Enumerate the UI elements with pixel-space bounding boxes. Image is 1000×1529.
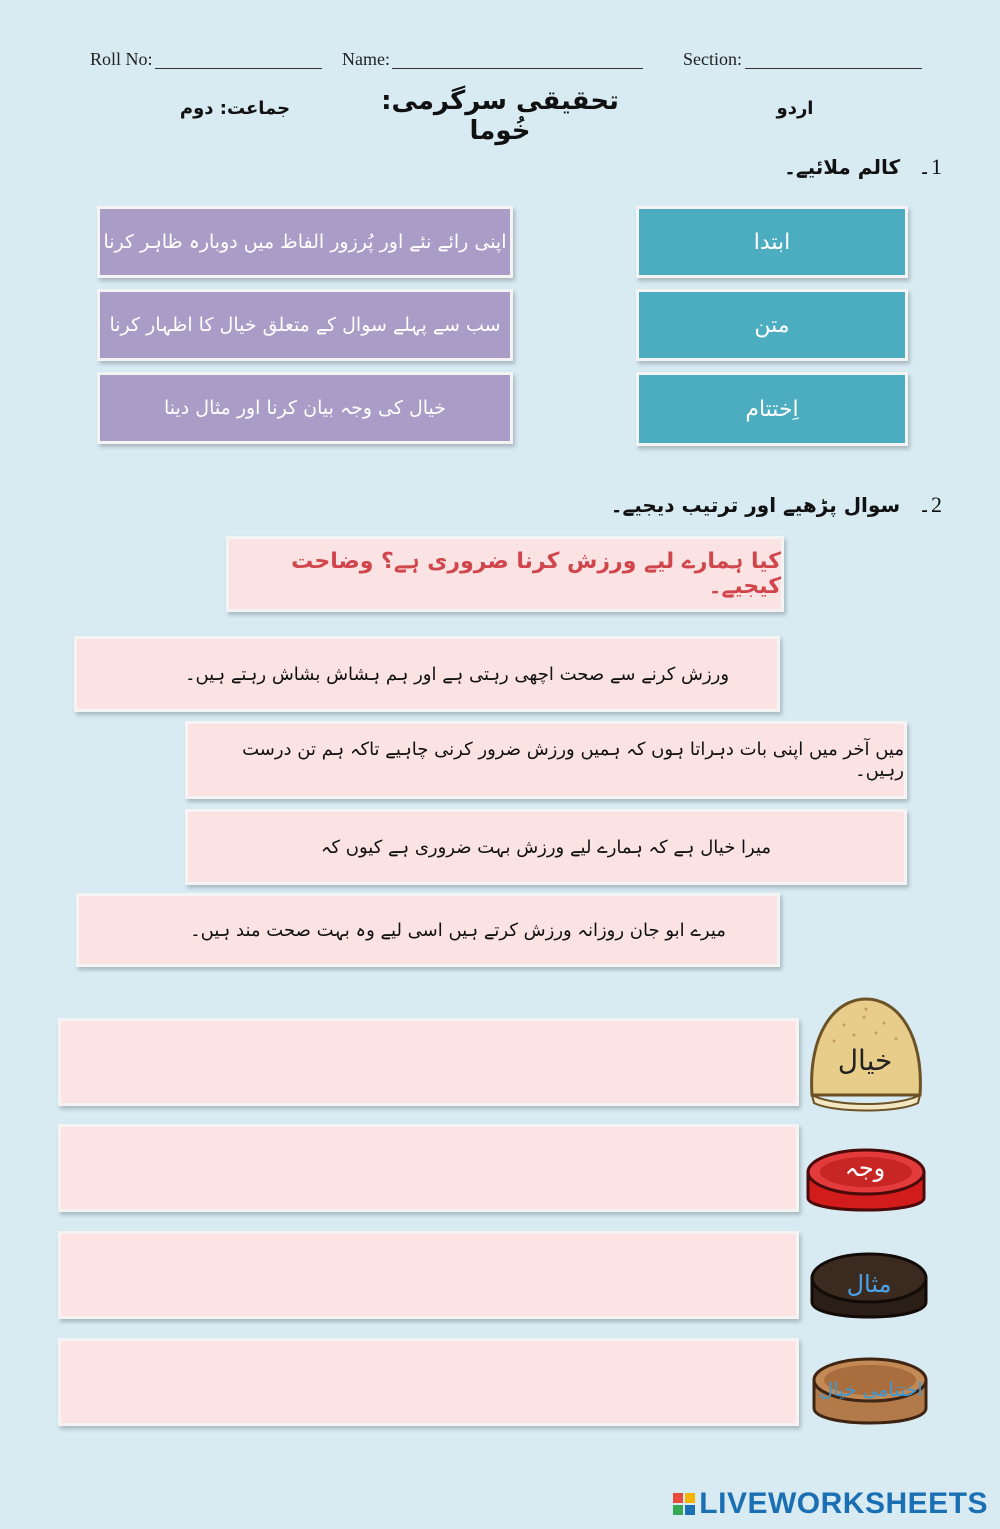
section-label: Section: (683, 49, 742, 69)
label-conclusion: اختتامی خیال (819, 1379, 923, 1401)
match-left-text: اپنی رائے نئے اور پُرزور الفاظ میں دوبارہ ظاہر کرنا (103, 231, 507, 253)
q1-title: کالم ملائیے۔ (784, 155, 901, 179)
match-right-text: متن (754, 312, 790, 338)
match-left-item[interactable] (100, 292, 510, 358)
match-right-text: ابتدا (753, 229, 791, 255)
q1-number: 1۔ (918, 154, 942, 179)
worksheet-title: تحقیقی سرگرمی: خُوما (381, 86, 619, 146)
match-right-item[interactable] (639, 292, 905, 358)
roll-no-line (155, 68, 322, 69)
sentence-card[interactable] (79, 896, 777, 964)
answer-drop-box-reason[interactable] (61, 1127, 796, 1209)
label-idea: خیال (837, 1043, 893, 1077)
answer-drop-box-idea[interactable] (61, 1021, 796, 1103)
match-right-item[interactable] (639, 209, 905, 275)
label-example: مثال (846, 1270, 892, 1298)
match-right-text: اِختتام (745, 396, 799, 422)
liveworksheets-logo-icon (673, 1493, 695, 1515)
match-left-item[interactable] (100, 375, 510, 441)
name-line (392, 68, 643, 69)
sentence-text: میرے ابو جان روزانہ ورزش کرتے ہیں اسی لیے وہ بہت صحت مند ہیں۔ (190, 919, 726, 941)
class-label: جماعت: دوم (179, 98, 291, 119)
answer-drop-box-conclusion[interactable] (61, 1341, 796, 1423)
answer-drop-box-example[interactable] (61, 1234, 796, 1316)
sentence-text: ورزش کرنے سے صحت اچھی رہتی ہے اور ہم ہشاش بشاش رہتے ہیں۔ (184, 663, 730, 685)
label-reason: وجہ (844, 1154, 886, 1182)
section-line (745, 68, 922, 69)
sentence-text: میں آخر میں اپنی بات دہراتا ہوں کہ ہمیں ورزش ضرور کرنی چاہیے تاکہ ہم تن درست رہیں۔ (242, 739, 904, 781)
q2-heading (611, 492, 942, 518)
q1-heading (784, 154, 942, 180)
match-left-item[interactable] (100, 209, 510, 275)
sentence-card[interactable] (188, 724, 904, 796)
match-left-text: خیال کی وجہ بیان کرنا اور مثال دینا (163, 397, 447, 419)
q2-title: سوال پڑھیے اور ترتیب دیجیے۔ (610, 493, 901, 517)
question-text: کیا ہمارے لیے ورزش کرنا ضروری ہے؟ وضاحت کیجیے۔ (291, 549, 781, 599)
match-left-text: سب سے پہلے سوال کے متعلق خیال کا اظہار کرنا (109, 314, 501, 336)
sentence-card[interactable] (188, 812, 904, 882)
logo-text: LIVEWORKSHEETS (699, 1487, 988, 1520)
q2-number: 2۔ (918, 492, 942, 517)
subject-label: اردو (776, 98, 814, 119)
question-box (229, 539, 781, 609)
liveworksheets-logo (673, 1487, 988, 1521)
name-label: Name: (342, 49, 390, 69)
sentence-text: میرا خیال ہے کہ ہمارے لیے ورزش بہت ضروری ہے کیوں کہ (320, 836, 772, 858)
sentence-card[interactable] (77, 639, 777, 709)
match-right-item[interactable] (639, 375, 905, 443)
roll-no-label: Roll No: (90, 49, 153, 69)
